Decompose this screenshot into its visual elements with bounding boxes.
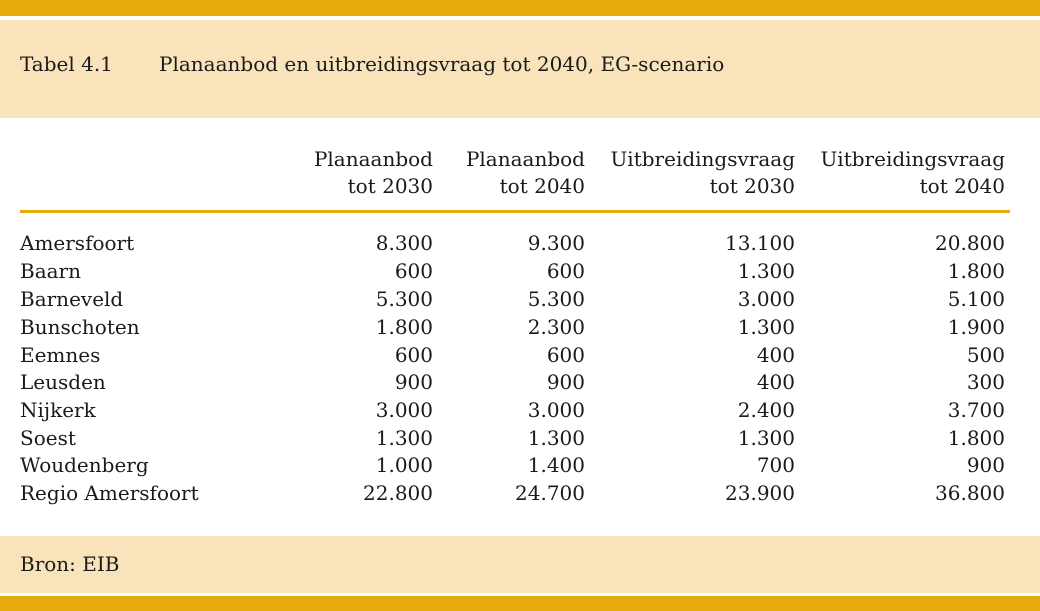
column-header-planaanbod-2040: Planaanbod tot 2040 [465,147,585,198]
row-label: Soest [20,425,76,450]
cell-value: 5.300 [527,286,585,311]
cell-value: 600 [394,342,433,367]
cell-value: 600 [546,342,585,367]
cell-value: 23.900 [725,480,795,505]
cell-value: 1.900 [947,314,1005,339]
cell-value: 2.400 [737,397,795,422]
table-row [0,368,1040,396]
cell-value: 400 [756,369,795,394]
top-accent-bar [0,0,1040,16]
header-divider [20,210,1010,213]
row-label: Bunschoten [20,314,140,339]
table-title: Planaanbod en uitbreidingsvraag tot 2040, EG-scenario [159,52,725,76]
cell-value: 900 [966,452,1005,477]
cell-value: 8.300 [375,231,433,255]
cell-value: 3.000 [527,397,585,422]
cell-value: 600 [546,258,585,283]
row-label: Woudenberg [20,452,149,477]
table-row [0,341,1040,369]
cell-value: 600 [394,258,433,283]
cell-value: 300 [966,369,1005,394]
cell-value: 2.300 [527,314,585,339]
table-number: Tabel 4.1 [20,52,113,76]
table-row [0,424,1040,452]
cell-value: 700 [756,452,795,477]
table-row [0,396,1040,424]
cell-value: 13.100 [725,231,795,255]
cell-value: 500 [966,342,1005,367]
table-row [0,257,1040,285]
cell-value: 9.300 [527,231,585,255]
data-table [0,118,1040,536]
cell-value: 1.300 [375,425,433,450]
table-row [0,313,1040,341]
cell-value: 1.800 [375,314,433,339]
table-footer-band [0,536,1040,593]
source-note: Bron: EIB [20,552,120,576]
cell-value: 22.800 [363,480,433,505]
cell-value: 5.300 [375,286,433,311]
row-label: Baarn [20,258,81,283]
table-caption [20,52,724,76]
bottom-accent-bar [0,596,1040,611]
cell-value: 24.700 [515,480,585,505]
row-label: Eemnes [20,342,101,367]
cell-value: 1.000 [375,452,433,477]
row-label: Regio Amersfoort [20,480,199,505]
row-label: Amersfoort [20,231,135,255]
cell-value: 400 [756,342,795,367]
table-row [0,229,1040,257]
table-row [0,451,1040,479]
table-header-band [0,20,1040,118]
row-label: Barneveld [20,286,124,311]
cell-value: 1.300 [737,425,795,450]
cell-value: 1.800 [947,425,1005,450]
cell-value: 1.800 [947,258,1005,283]
cell-value: 5.100 [947,286,1005,311]
cell-value: 1.300 [527,425,585,450]
column-header-uitbreidingsvraag-2030: Uitbreidingsvraag tot 2030 [610,147,795,198]
cell-value: 36.800 [935,480,1005,505]
row-label: Leusden [20,369,106,394]
cell-value: 900 [394,369,433,394]
row-label: Nijkerk [20,397,96,422]
column-header-planaanbod-2030: Planaanbod tot 2030 [313,147,433,198]
table-row [0,285,1040,313]
cell-value: 1.400 [527,452,585,477]
cell-value: 20.800 [935,231,1005,255]
column-header-uitbreidingsvraag-2040: Uitbreidingsvraag tot 2040 [820,147,1005,198]
cell-value: 1.300 [737,258,795,283]
cell-value: 900 [546,369,585,394]
cell-value: 3.000 [737,286,795,311]
cell-value: 1.300 [737,314,795,339]
cell-value: 3.700 [947,397,1005,422]
table-row-total [0,479,1040,507]
cell-value: 3.000 [375,397,433,422]
